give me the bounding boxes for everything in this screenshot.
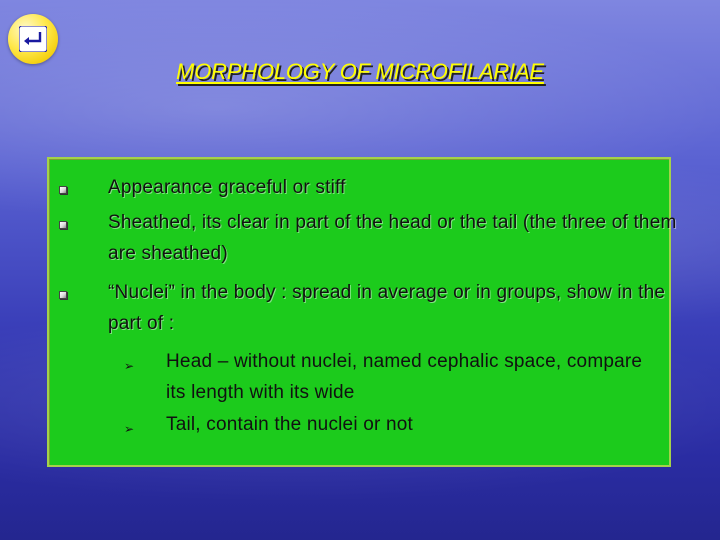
back-button[interactable] bbox=[8, 14, 58, 64]
arrow-bullet-icon: ➢ bbox=[124, 422, 135, 436]
slide-title: MORPHOLOGY OF MICROFILARIAE bbox=[176, 59, 544, 84]
bullet-text: Sheathed, its clear in part of the head or the tail (the three of them are sheathed) bbox=[108, 212, 677, 264]
square-bullet-icon bbox=[59, 291, 67, 299]
bullet-text: “Nuclei” in the body : spread in average or in groups, show in the part of : bbox=[108, 282, 666, 334]
sub-bullet-text: Head – without nuclei, named cephalic space, compare its length with its wide bbox=[166, 351, 643, 403]
content-box bbox=[47, 157, 677, 467]
sub-bullet-text: Tail, contain the nuclei or not bbox=[166, 414, 414, 435]
square-bullet-icon bbox=[59, 186, 67, 194]
square-bullet-icon bbox=[59, 221, 67, 229]
arrow-bullet-icon: ➢ bbox=[124, 359, 135, 373]
bullet-text: Appearance graceful or stiff bbox=[108, 177, 346, 198]
return-arrow-icon bbox=[19, 26, 47, 52]
